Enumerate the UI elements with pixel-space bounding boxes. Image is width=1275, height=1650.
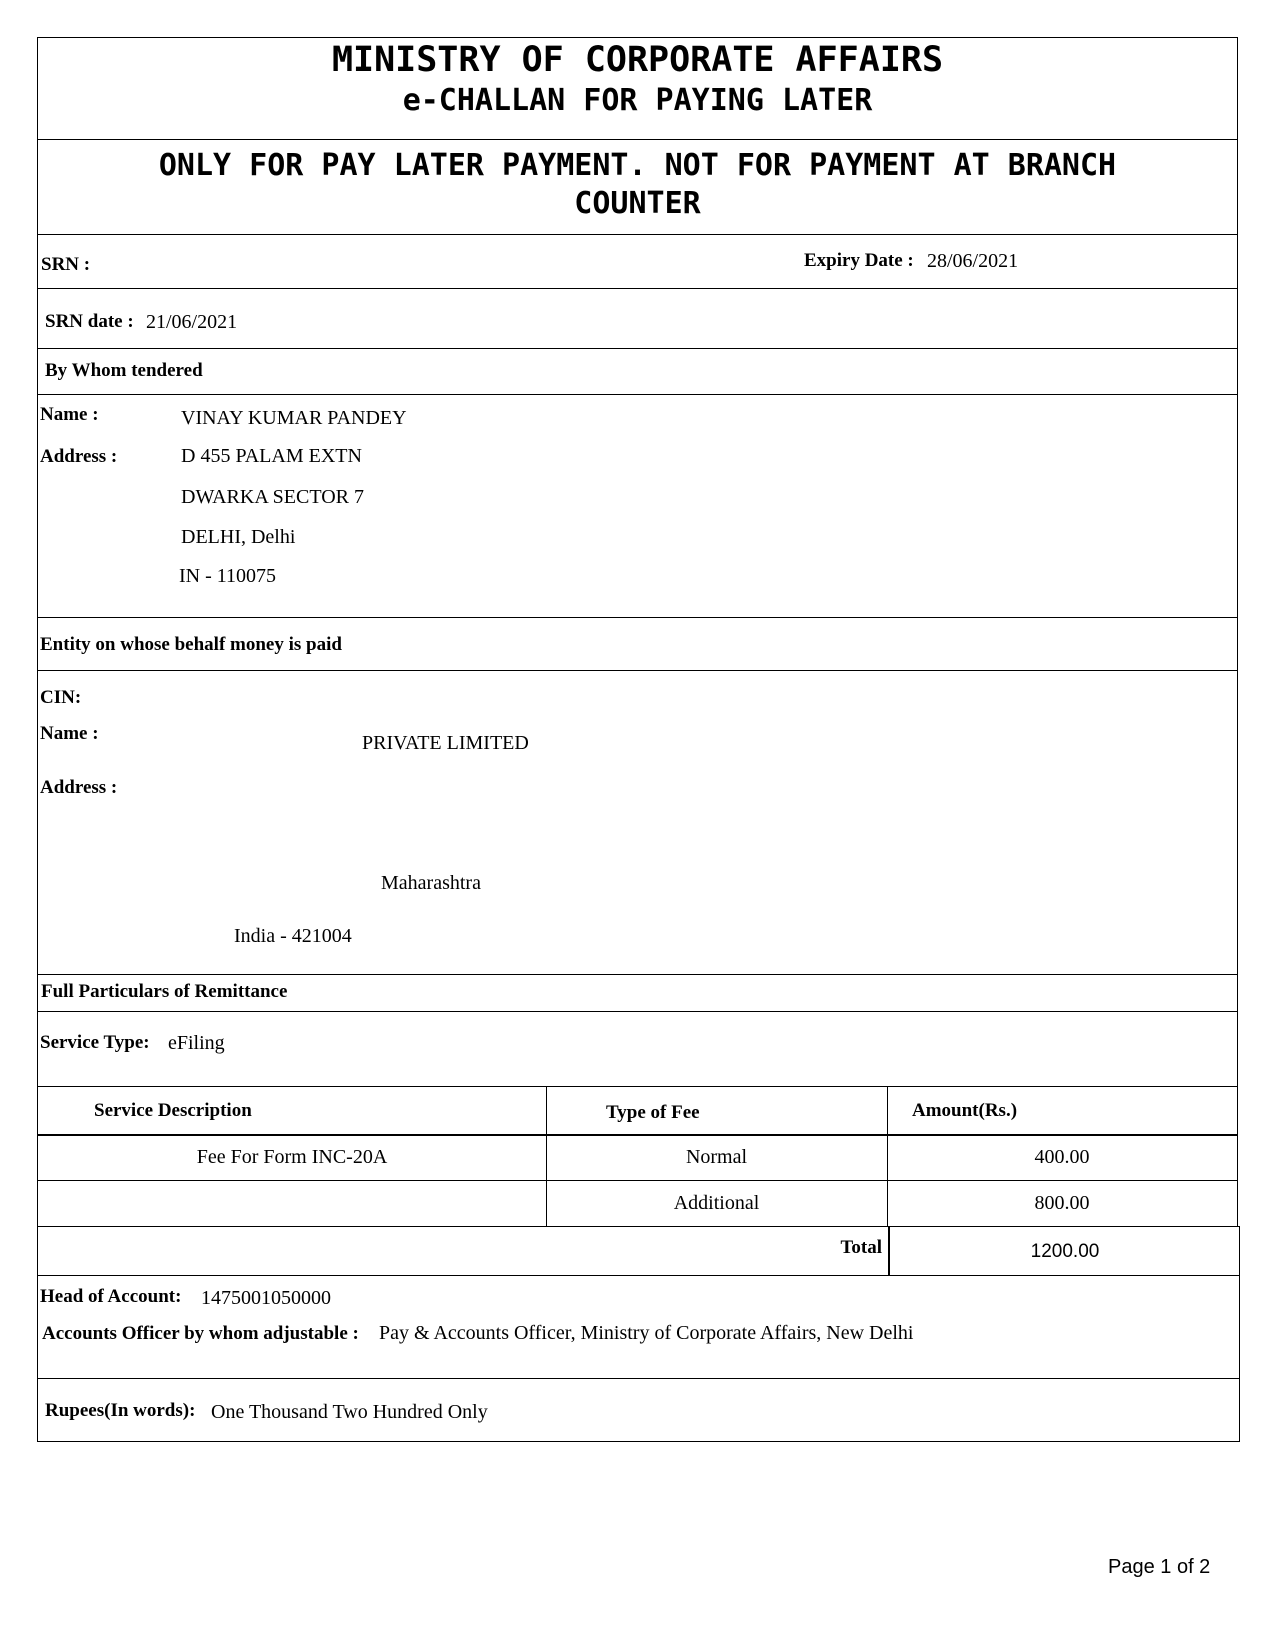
srn-date-label: SRN date :	[45, 311, 134, 332]
tendered-address-line-1: D 455 PALAM EXTN	[181, 445, 362, 467]
entity-header	[37, 617, 1238, 671]
service-type-label: Service Type:	[40, 1032, 150, 1053]
expiry-date-value: 28/06/2021	[927, 250, 1019, 272]
notice-line-2: COUNTER	[574, 186, 701, 221]
tendered-name-label: Name :	[40, 404, 99, 425]
rupees-value: One Thousand Two Hundred Only	[211, 1401, 488, 1423]
service-type-section	[37, 1011, 1238, 1087]
challan-title: e-CHALLAN FOR PAYING LATER	[402, 83, 873, 118]
tendered-name: VINAY KUMAR PANDEY	[181, 407, 407, 429]
total-row	[37, 1226, 1240, 1276]
remittance-header	[37, 974, 1238, 1012]
challan-page	[37, 37, 1240, 1517]
entity-name-label: Name :	[40, 723, 99, 744]
ministry-title: MINISTRY OF CORPORATE AFFAIRS	[331, 40, 944, 80]
entity-country-pin: India - 421004	[234, 925, 352, 947]
tendered-address-line-2: DWARKA SECTOR 7	[181, 486, 364, 508]
srn-date-value: 21/06/2021	[146, 311, 238, 333]
tendered-details	[37, 394, 1238, 618]
header-service-description: Service Description	[94, 1100, 252, 1121]
entity-details	[37, 670, 1238, 975]
tendered-address-line-4: IN - 110075	[179, 565, 277, 587]
entity-name: PRIVATE LIMITED	[362, 732, 529, 754]
total-value: 1200.00	[1030, 1241, 1100, 1262]
header-type-of-fee: Type of Fee	[606, 1102, 700, 1123]
head-of-account-label: Head of Account:	[40, 1286, 182, 1307]
tendered-address-line-3: DELHI, Delhi	[181, 526, 296, 548]
expiry-date-label: Expiry Date :	[804, 250, 914, 271]
total-label: Total	[840, 1237, 882, 1258]
row-1-description: Fee For Form INC-20A	[196, 1146, 388, 1168]
page-number: Page 1 of 2	[1108, 1556, 1211, 1578]
rupees-label: Rupees(In words):	[45, 1400, 196, 1421]
row-2-fee-type: Additional	[673, 1192, 760, 1214]
rupees-section	[37, 1378, 1240, 1442]
accounts-officer-value: Pay & Accounts Officer, Ministry of Corporate Affairs, New Delhi	[379, 1322, 914, 1344]
table-row	[37, 1134, 1238, 1181]
accounts-section	[37, 1275, 1240, 1379]
entity-section-label: Entity on whose behalf money is paid	[40, 634, 342, 655]
header-section	[37, 37, 1238, 140]
notice-section	[37, 139, 1238, 235]
tendered-address-label: Address :	[40, 446, 118, 467]
row-2-amount: 800.00	[1034, 1192, 1090, 1214]
header-amount: Amount(Rs.)	[912, 1100, 1018, 1121]
srn-label: SRN :	[41, 254, 91, 275]
entity-state: Maharashtra	[381, 872, 481, 894]
row-1-fee-type: Normal	[685, 1146, 748, 1168]
srn-date-section	[37, 288, 1238, 349]
tendered-header	[37, 348, 1238, 395]
tendered-section-label: By Whom tendered	[45, 360, 203, 381]
notice-line-1: ONLY FOR PAY LATER PAYMENT. NOT FOR PAYMENT AT BRANCH	[158, 148, 1117, 183]
entity-cin-label: CIN:	[40, 687, 82, 708]
head-of-account-value: 1475001050000	[201, 1287, 331, 1309]
table-row	[37, 1180, 1238, 1227]
entity-address-label: Address :	[40, 777, 118, 798]
srn-section	[37, 234, 1238, 289]
service-type-value: eFiling	[168, 1032, 225, 1054]
row-1-amount: 400.00	[1034, 1146, 1090, 1168]
accounts-officer-label: Accounts Officer by whom adjustable :	[42, 1323, 359, 1344]
remittance-section-label: Full Particulars of Remittance	[41, 981, 288, 1002]
fee-table-header	[37, 1086, 1238, 1136]
